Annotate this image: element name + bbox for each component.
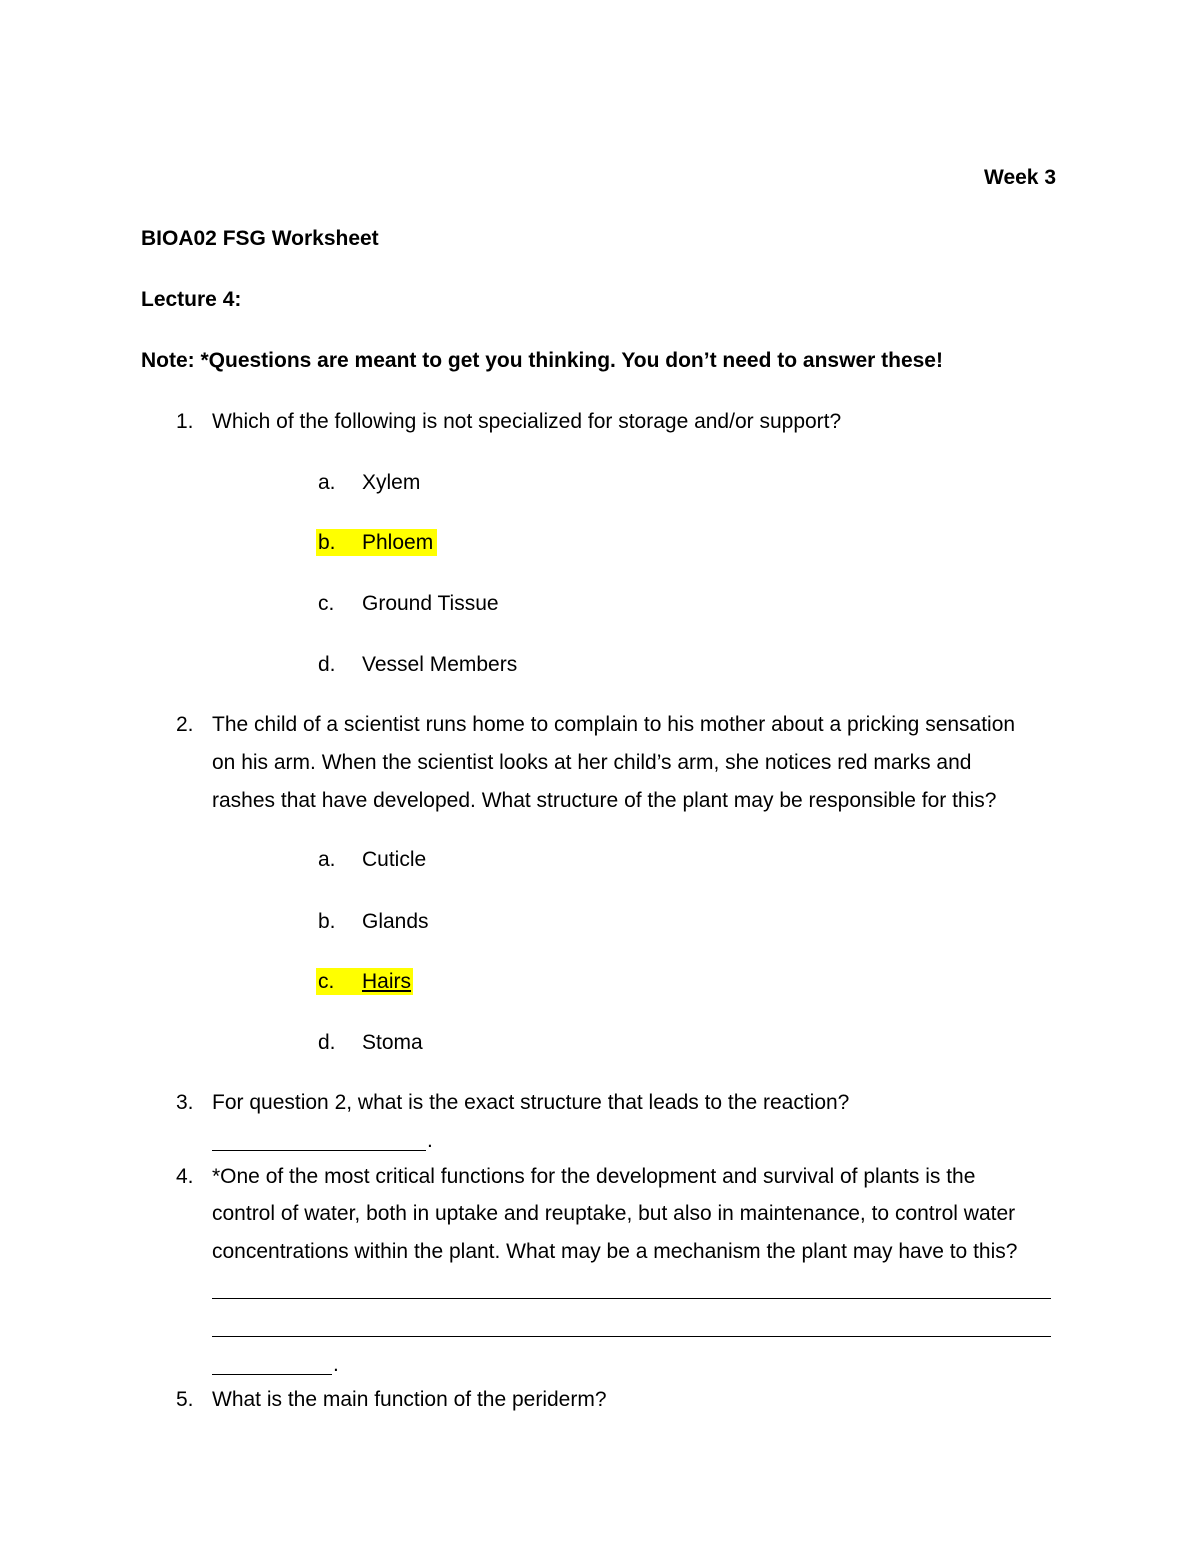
week-label: Week 3 <box>984 166 1056 189</box>
option-text: Xylem <box>362 471 421 494</box>
option-text: Cuticle <box>362 848 427 871</box>
option-letter: d. <box>318 1031 336 1054</box>
answer-blank[interactable] <box>212 1150 426 1151</box>
option-letter: c. <box>318 592 335 615</box>
question-text-line-3: concentrations within the plant. What may be a mechanism the plant may have to this? <box>212 1240 1018 1263</box>
option-letter: b. <box>318 531 336 554</box>
option-text: Ground Tissue <box>362 592 499 615</box>
question-number: 2. <box>176 713 194 736</box>
lecture-heading: Lecture 4: <box>141 288 242 311</box>
answer-blank-line-1[interactable] <box>212 1298 1051 1299</box>
question-text-line-1: *One of the most critical functions for the development and survival of plants is the <box>212 1165 976 1188</box>
answer-blank-line-3[interactable] <box>212 1374 332 1375</box>
option-text: Hairs <box>362 970 412 993</box>
answer-blank-line-2[interactable] <box>212 1336 1051 1337</box>
question-text: For question 2, what is the exact structure that leads to the reaction? <box>212 1091 850 1114</box>
question-text: What is the main function of the periderm? <box>212 1388 607 1411</box>
option-letter: c. <box>318 970 335 993</box>
question-number: 5. <box>176 1388 194 1411</box>
question-number: 1. <box>176 410 194 433</box>
question-text-line-1: The child of a scientist runs home to complain to his mother about a pricking sensation <box>212 713 1016 736</box>
question-text-line-2: control of water, both in uptake and reuptake, but also in maintenance, to control water <box>212 1202 1016 1225</box>
option-text: Phloem <box>362 531 434 554</box>
question-number: 3. <box>176 1091 194 1114</box>
question-text-line-3: rashes that have developed. What structure of the plant may be responsible for this? <box>212 789 997 812</box>
question-text: Which of the following is not specialized for storage and/or support? <box>212 410 842 433</box>
question-text-line-2: on his arm. When the scientist looks at her child’s arm, she notices red marks and <box>212 751 972 774</box>
option-letter: b. <box>318 910 336 933</box>
blank-period: . <box>427 1129 433 1152</box>
option-text: Glands <box>362 910 429 933</box>
option-text: Vessel Members <box>362 653 518 676</box>
worksheet-title: BIOA02 FSG Worksheet <box>141 227 379 250</box>
note-text: Note: *Questions are meant to get you thinking. You don’t need to answer these! <box>141 349 943 372</box>
option-text: Stoma <box>362 1031 423 1054</box>
option-letter: a. <box>318 471 336 494</box>
question-number: 4. <box>176 1165 194 1188</box>
blank-period: . <box>333 1353 339 1376</box>
option-letter: a. <box>318 848 336 871</box>
option-letter: d. <box>318 653 336 676</box>
